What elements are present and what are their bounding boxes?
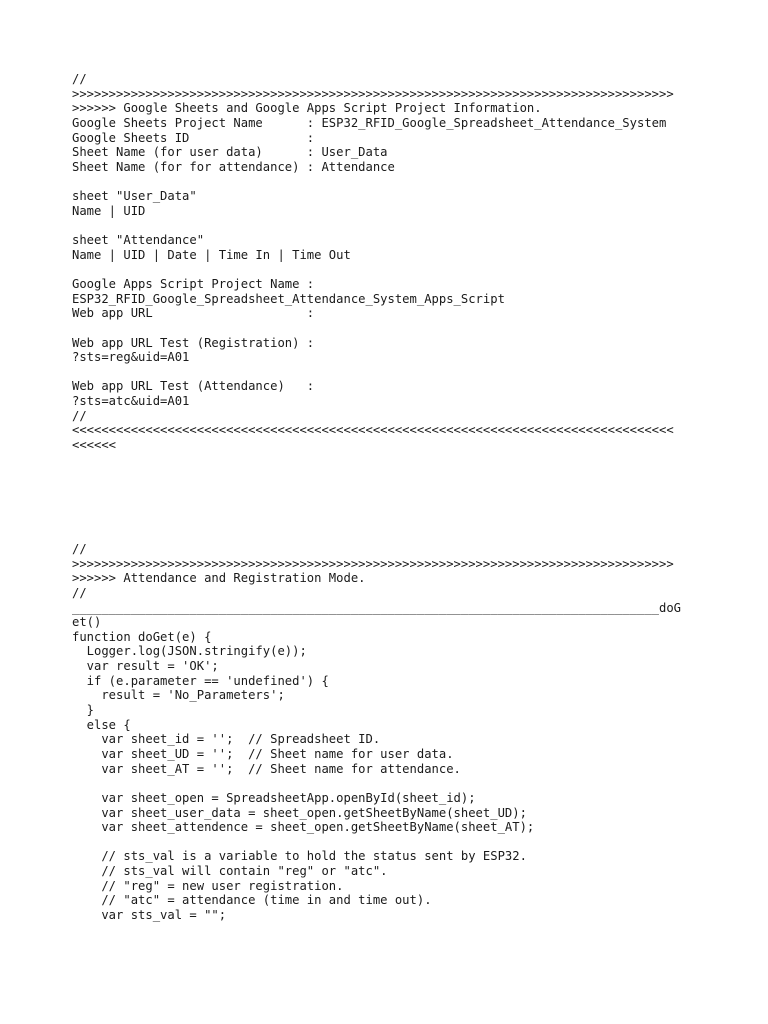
project-info-line: // [72, 408, 87, 423]
doget-code-block [72, 542, 681, 923]
code-line: // "reg" = new user registration. [72, 878, 344, 893]
code-line [72, 835, 681, 850]
code-line: var sheet_user_data = sheet_open.getSheetByName(sheet_UD); [72, 805, 527, 820]
project-info-line: Google Sheets Project Name : ESP32_RFID_Google_Spreadsheet_Attendance_System [72, 115, 667, 130]
code-line: var sheet_attendence = sheet_open.getSheetByName(sheet_AT); [72, 820, 535, 835]
code-line: // sts_val will contain "reg" or "atc". [72, 864, 388, 879]
project-info-line: Web app URL : [72, 306, 315, 321]
project-info-line [72, 321, 674, 336]
code-line: Logger.log(JSON.stringify(e)); [72, 644, 307, 659]
code-line: else { [72, 717, 131, 732]
project-info-line [72, 365, 674, 380]
project-info-line: >>>>>> Google Sheets and Google Apps Script Project Information. [72, 101, 542, 116]
project-info-line: Google Apps Script Project Name : [72, 276, 315, 291]
project-info-line: <<<<<<<<<<<<<<<<<<<<<<<<<<<<<<<<<<<<<<<<<<<<<<<<<<<<<<<<<<<<<<<<<<<<<<<<<<<<<<<<<< [72, 423, 674, 438]
project-info-line: Google Sheets ID : [72, 130, 315, 145]
code-line: var sheet_open = SpreadsheetApp.openById(sheet_id); [72, 790, 476, 805]
project-info-line [72, 174, 674, 189]
project-info-line: Web app URL Test (Registration) : [72, 335, 315, 350]
project-info-line: ESP32_RFID_Google_Spreadsheet_Attendance_System_Apps_Script [72, 291, 505, 306]
code-line: >>>>>> Attendance and Registration Mode. [72, 571, 366, 586]
project-info-line: ?sts=atc&uid=A01 [72, 394, 190, 409]
project-info-line: Sheet Name (for for attendance) : Attendance [72, 159, 395, 174]
code-line: if (e.parameter == 'undefined') { [72, 673, 329, 688]
code-line: var sheet_AT = ''; // Sheet name for attendance. [72, 761, 461, 776]
project-info-line: ?sts=reg&uid=A01 [72, 350, 190, 365]
code-line: // [72, 585, 87, 600]
project-info-line: sheet "Attendance" [72, 233, 205, 248]
code-line [72, 776, 681, 791]
project-info-line [72, 262, 674, 277]
code-line: var sheet_UD = ''; // Sheet name for user data. [72, 746, 454, 761]
project-info-line: sheet "User_Data" [72, 189, 197, 204]
code-line: et() [72, 615, 102, 630]
code-line: // "atc" = attendance (time in and time out). [72, 893, 432, 908]
code-line: } [72, 703, 95, 718]
code-line: // [72, 542, 87, 556]
code-line: function doGet(e) { [72, 629, 212, 644]
code-line: var result = 'OK'; [72, 659, 219, 674]
code-line: result = 'No_Parameters'; [72, 688, 285, 703]
project-info-line [72, 218, 674, 233]
code-line: >>>>>>>>>>>>>>>>>>>>>>>>>>>>>>>>>>>>>>>>>>>>>>>>>>>>>>>>>>>>>>>>>>>>>>>>>>>>>>>>>> [72, 556, 674, 571]
project-info-line: Name | UID | Date | Time In | Time Out [72, 247, 351, 262]
code-line: // sts_val is a variable to hold the status sent by ESP32. [72, 849, 527, 864]
project-info-line: // [72, 72, 87, 86]
project-info-line: <<<<<< [72, 438, 117, 453]
project-info-line: Name | UID [72, 203, 146, 218]
project-info-block [72, 72, 674, 453]
code-line: var sts_val = ""; [72, 908, 227, 923]
project-info-line: >>>>>>>>>>>>>>>>>>>>>>>>>>>>>>>>>>>>>>>>>>>>>>>>>>>>>>>>>>>>>>>>>>>>>>>>>>>>>>>>>> [72, 86, 674, 101]
project-info-line: Sheet Name (for user data) : User_Data [72, 145, 388, 160]
code-line: var sheet_id = ''; // Spreadsheet ID. [72, 732, 381, 747]
project-info-line: Web app URL Test (Attendance) : [72, 379, 315, 394]
code-line: ________________________________________________________________________________doG [72, 600, 682, 615]
